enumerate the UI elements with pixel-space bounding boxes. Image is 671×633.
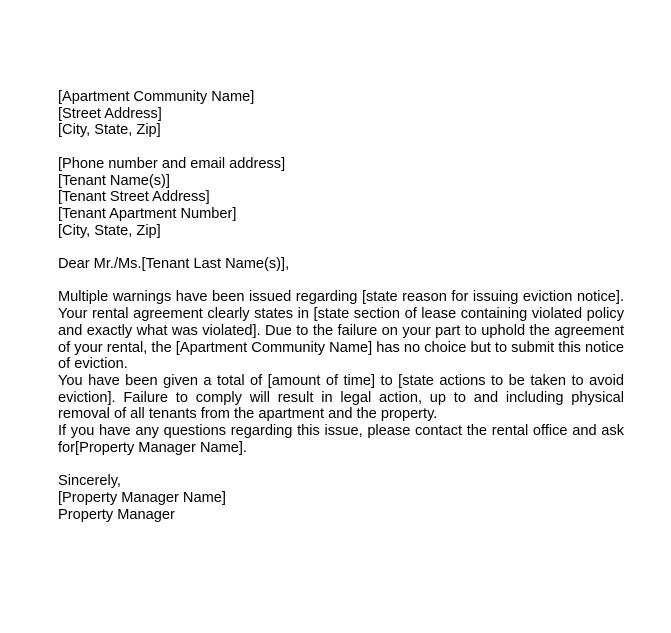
sender-community-name: [Apartment Community Name] <box>58 89 255 105</box>
closing-text: Sincerely, <box>58 473 121 490</box>
eviction-letter <box>58 89 624 523</box>
signer-title: Property Manager <box>58 506 175 523</box>
recipient-street-address: [Tenant Street Address] <box>58 189 210 206</box>
letter-body <box>58 289 624 456</box>
recipient-tenant-names: [Tenant Name(s)] <box>58 172 170 189</box>
recipient-city-state-zip: [City, State, Zip] <box>58 222 161 239</box>
salutation <box>58 256 624 273</box>
body-paragraph: Multiple warnings have been issued regarding [state reason for issuing eviction notice]. Your rental agreement clearly states in [state section of lease containing violated policy and exactly what was violated]. Due to the failure on your part to uphold the agreement of your rental, the [Apartment Community Name] has no choice but to submit this notice of eviction. <box>58 289 624 373</box>
salutation-text: Dear Mr./Ms.[Tenant Last Name(s)], <box>58 256 290 272</box>
sender-address-block <box>58 89 624 139</box>
sender-city-state-zip: [City, State, Zip] <box>58 122 161 139</box>
sender-street-address: [Street Address] <box>58 105 162 122</box>
recipient-address-block <box>58 156 624 240</box>
signer-name: [Property Manager Name] <box>58 489 226 506</box>
body-paragraph: You have been given a total of [amount of time] to [state actions to be taken to avoid eviction]. Failure to comply will result in legal action, up to and including physical removal of all tenants from the apartment and the property. <box>58 372 624 423</box>
signature-block <box>58 473 624 523</box>
recipient-apartment-number: [Tenant Apartment Number] <box>58 205 237 222</box>
body-paragraph: If you have any questions regarding this issue, please contact the rental office and ask for[Property Manager Name]. <box>58 423 624 456</box>
recipient-contact-info: [Phone number and email address] <box>58 155 286 172</box>
